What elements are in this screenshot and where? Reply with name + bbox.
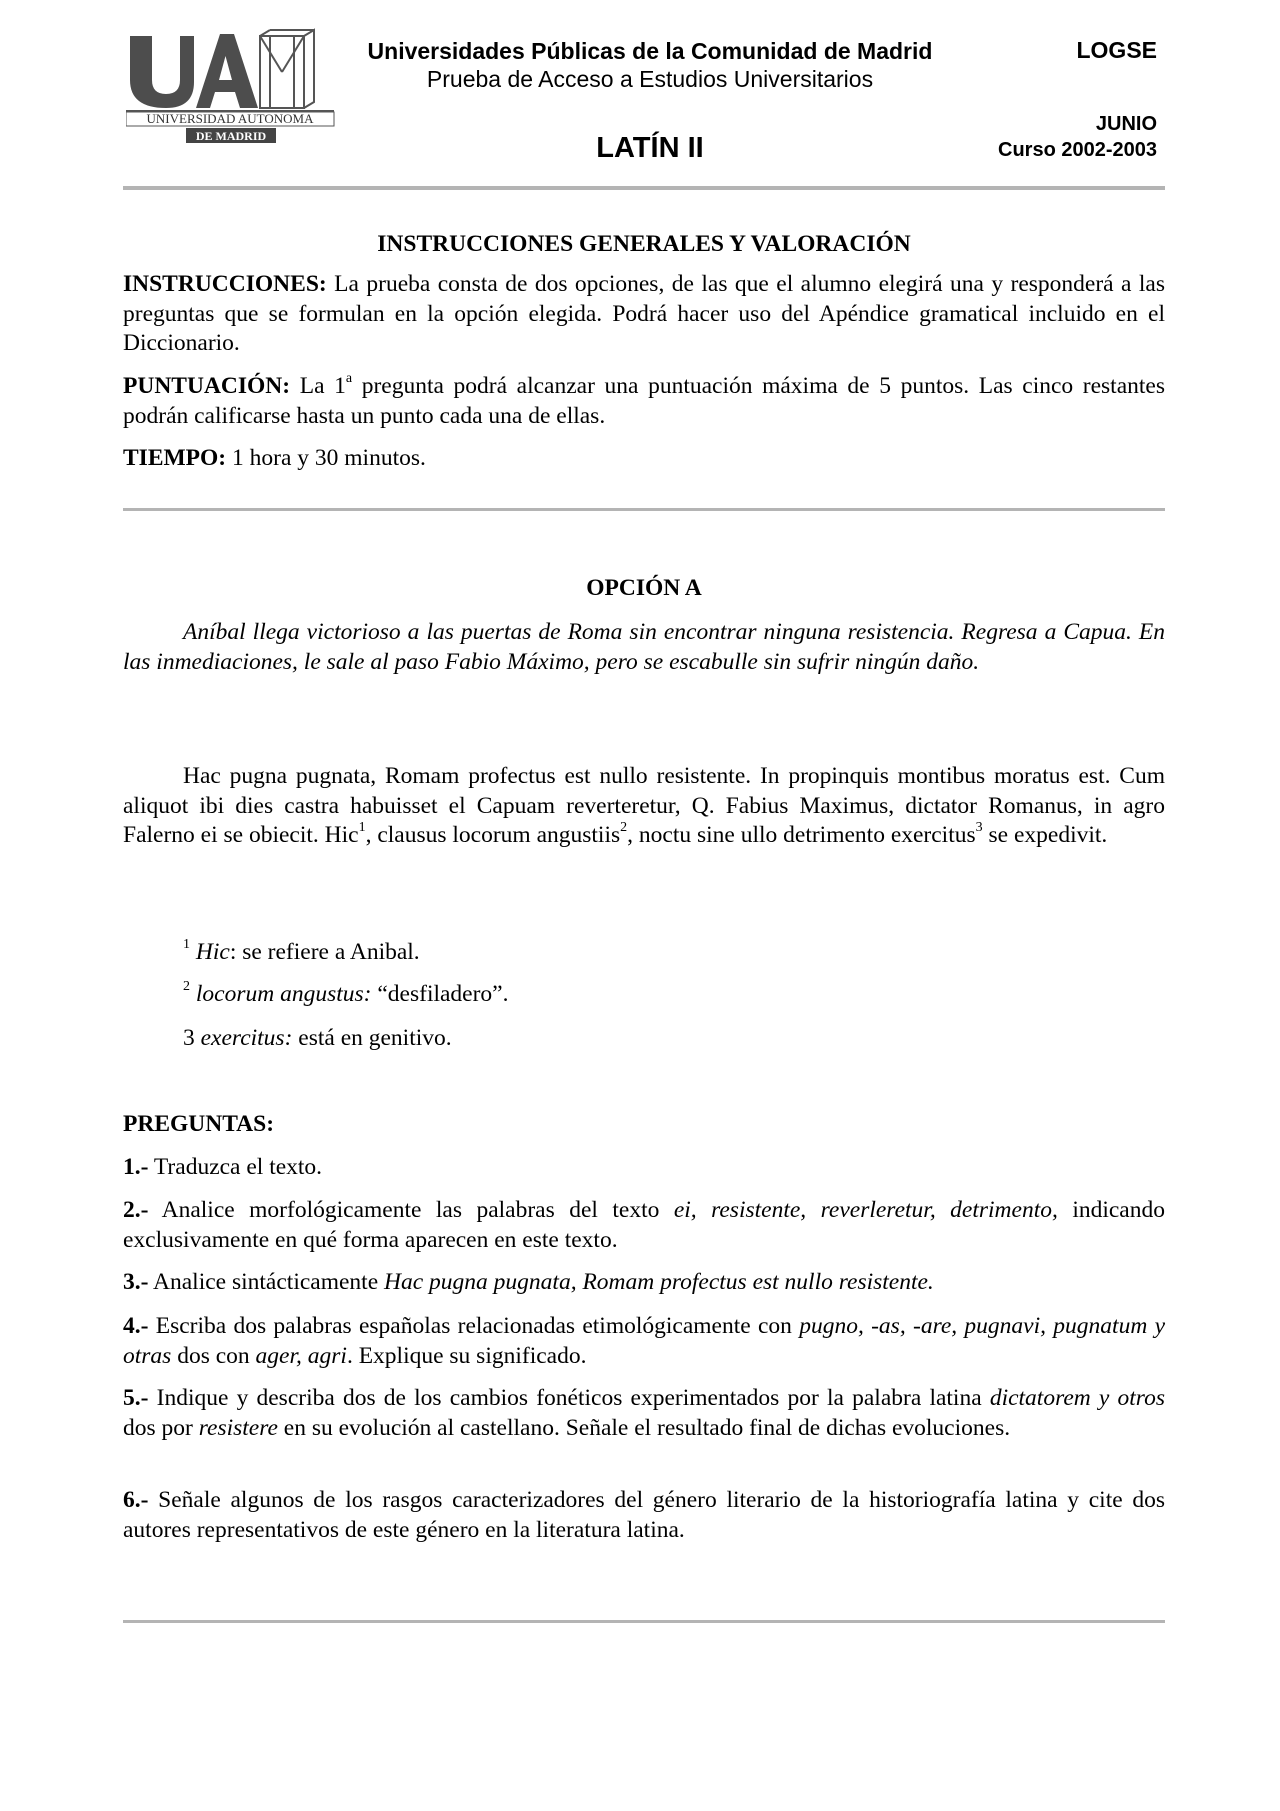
header-title: Universidades Públicas de la Comunidad de Madrid [367, 38, 933, 64]
question-4 [123, 1312, 1165, 1371]
footnote-3 [183, 1024, 1083, 1054]
latin-text-part-1: Hac pugna pugnata, Romam profectus est nullo resistente. In propinquis montibus moratus est. Cum aliquot ibi dies castra habuisset el Capuam reverteretur, Q. Fabius Maximus, dictator Romanus, in agro Falerno ei se obiecit. Hic [123, 763, 1165, 848]
questions-heading-text: PREGUNTAS: [123, 1111, 275, 1137]
option-a-summary: Aníbal llega victorioso a las puertas de Roma sin encontrar ninguna resistencia. Regresa a Capua. En las inmediaciones, le sale al paso Fabio Máximo, pero se escabulle sin sufrir ningún daño. [123, 619, 1165, 675]
latin-text-part-4: se expedivit. [982, 822, 1108, 848]
question-5-text-c: en su evolución al castellano. Señale el resultado final de dichas evoluciones. [277, 1414, 1011, 1441]
question-2 [123, 1196, 1165, 1255]
footnote-2 [183, 980, 1083, 1010]
question-4-num: 4.- [123, 1313, 149, 1339]
question-4-text-a: Escriba dos palabras españolas relacionadas etimológicamente con [148, 1313, 800, 1339]
footnote-2-num: 2 [183, 979, 190, 995]
question-4-text-c: . Explique su significado. [346, 1342, 587, 1369]
question-3-num: 3.- [123, 1269, 149, 1295]
question-3 [123, 1268, 1165, 1298]
header-divider [123, 186, 1165, 190]
question-6-num: 6.- [123, 1487, 149, 1513]
score-sup: a [345, 371, 353, 387]
header-system: LOGSE [1076, 37, 1157, 63]
latin-text-part-2: , clausus locorum angustiis [365, 822, 621, 848]
footnote-3-num: 3 [183, 1025, 195, 1051]
question-2-text-b: indicando exclusivamente en qué forma aparecen en este texto. [123, 1197, 1165, 1253]
latin-text [123, 762, 1165, 851]
question-4-words-b: ager, agri [255, 1342, 347, 1369]
header-subtitle: Prueba de Acceso a Estudios Universitarios [426, 66, 874, 92]
question-4-text-b: dos con [171, 1342, 256, 1369]
question-5-num: 5.- [123, 1385, 149, 1411]
footnote-1-term: Hic [195, 939, 230, 965]
latin-footnote-ref-1: 1 [358, 820, 366, 836]
score-text-1: La 1 [290, 373, 346, 399]
question-5 [123, 1384, 1165, 1443]
question-1 [123, 1153, 1165, 1183]
time-text: 1 hora y 30 minutos. [226, 445, 426, 471]
university-logo [126, 28, 338, 146]
question-6 [123, 1486, 1165, 1545]
latin-footnote-ref-3: 3 [975, 820, 983, 836]
score-text-2: pregunta podrá alcanzar una puntuación máxima de 5 puntos. Las cinco restantes podrán calificarse hasta un punto cada una de ellas. [123, 373, 1165, 429]
question-2-words: ei, resistente, reverleretur, detrimento, [673, 1197, 1058, 1223]
footnote-3-term: exercitus: [200, 1025, 293, 1051]
question-3-phrase: Hac pugna pugnata, Romam profectus est nullo resistente. [384, 1269, 934, 1295]
header-month: JUNIO [1095, 113, 1157, 135]
latin-footnote-ref-2: 2 [620, 820, 628, 836]
logo-city-text: DE MADRID [195, 129, 267, 143]
footnote-1 [183, 938, 1083, 968]
header-course: Curso 2002-2003 [998, 139, 1157, 161]
time-paragraph [123, 444, 1165, 474]
question-2-num: 2.- [123, 1197, 149, 1223]
instructions-paragraph [123, 270, 1165, 359]
question-5-word-a: dictatorem y otros [989, 1385, 1165, 1411]
instructions-text: La prueba consta de dos opciones, de las que el alumno elegirá una y responderá a las preguntas que se formulan en la opción elegida. Podrá hacer uso del Apéndice gramatical incluido en el Diccionario. [123, 271, 1165, 356]
latin-text-part-3: , noctu sine ullo detrimento exercitus [627, 822, 976, 848]
time-label: TIEMPO: [123, 445, 227, 471]
question-1-num: 1.- [123, 1154, 149, 1180]
footer-divider [123, 1620, 1165, 1623]
question-5-text-b: dos por [123, 1414, 199, 1441]
instructions-label: INSTRUCCIONES: [123, 271, 327, 297]
questions-heading [123, 1110, 1165, 1140]
instructions-heading: INSTRUCCIONES GENERALES Y VALORACIÓN [377, 231, 911, 257]
footnote-2-term: locorum angustus: [195, 981, 372, 1007]
header-subject: LATÍN II [596, 132, 704, 164]
footnote-2-text: “desfiladero”. [371, 981, 509, 1007]
question-1-text: Traduzca el texto. [148, 1154, 323, 1180]
score-label: PUNTUACIÓN: [123, 373, 291, 399]
score-paragraph [123, 372, 1165, 431]
question-5-text-a: Indique y describa dos de los cambios fonéticos experimentados por la palabra latina [148, 1385, 990, 1411]
footnote-1-text: : se refiere a Anibal. [229, 939, 420, 965]
instructions-divider [123, 508, 1165, 511]
option-a-heading: OPCIÓN A [586, 575, 702, 601]
question-5-word-b: resistere [198, 1414, 278, 1441]
logo-university-text: UNIVERSIDAD AUTONOMA [146, 111, 314, 126]
footnote-3-text: está en genitivo. [292, 1025, 452, 1051]
footnote-1-num: 1 [183, 937, 190, 953]
question-2-text-a: Analice morfológicamente las palabras del texto [148, 1197, 674, 1223]
uam-logo-graphic [126, 28, 338, 146]
question-4-words-a: pugno, -as, -are, pugnavi, pugnatum y otras [123, 1313, 1166, 1369]
question-3-text-a: Analice sintácticamente [148, 1269, 385, 1295]
question-6-text: Señale algunos de los rasgos caracterizadores del género literario de la historiografía latina y cite dos autores representativos de este género en la literatura latina. [123, 1487, 1165, 1543]
